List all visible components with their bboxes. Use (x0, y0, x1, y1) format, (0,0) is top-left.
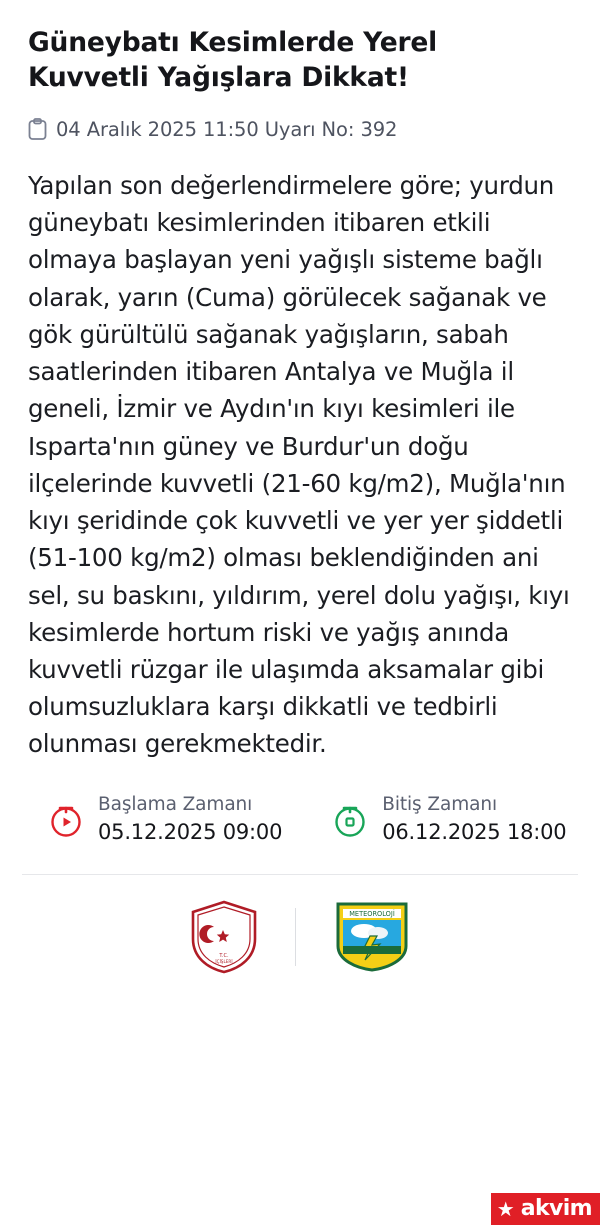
svg-text:METEOROLOJİ: METEOROLOJİ (348, 910, 395, 919)
footer-divider (22, 874, 578, 875)
end-time-block (330, 793, 566, 846)
end-time-label: Bitiş Zamanı (382, 793, 498, 815)
start-time-label: Başlama Zamanı (98, 793, 253, 815)
svg-text:İÇİŞLERİ: İÇİŞLERİ (214, 959, 233, 965)
article-meta (28, 118, 572, 141)
clock-start-icon (46, 798, 86, 840)
start-time-value: 05.12.2025 09:00 (98, 819, 283, 844)
article-body: Yapılan son değerlendirmelere göre; yurdun güneybatı kesimlerinden itibaren etkili olmaya başlayan yeni yağışlı sisteme bağlı olarak, yarın (Cuma) görülecek sağanak ve gök gürültülü sağanak yağışların, sabah saatlerinden itibaren Antalya ve Muğla il geneli, İzmir ve Aydın'ın kıyı kesimleri ile Isparta'nın güney ve Burdur'un doğu ilçelerinde kuvvetli (21-60 kg/m2), Muğla'nın kıyı şeridinde çok kuvvetli ve yer yer şiddetli (51-100 kg/m2) olması beklendiğinden ani sel, su baskını, yıldırım, yerel dolu yağışı, kıyı kesimlerde hortum riski ve yağış anında kuvvetli rüzgar ile ulaşımda aksamalar gibi olumsuzluklara karşı dikkatli ve tedbirli olunması gerekmektedir. (28, 170, 578, 759)
end-time-value: 06.12.2025 18:00 (382, 819, 567, 844)
watermark (491, 1193, 600, 1225)
meteoroloji-logo (330, 900, 414, 974)
article-date: 04 Aralık 2025 11:50 Uyarı No: 392 (56, 117, 398, 141)
logo-separator (295, 908, 296, 966)
watermark-text: akvim (520, 1196, 592, 1221)
start-time-block (46, 793, 282, 846)
svg-text:T.C.: T.C. (218, 953, 229, 960)
clock-end-icon (330, 798, 370, 840)
star-icon: ★ (496, 1197, 515, 1221)
clipboard-icon (28, 118, 47, 140)
turkiye-cumhuriyeti-emblem (187, 899, 261, 975)
footer-logos (0, 899, 600, 975)
warning-times (28, 793, 572, 846)
page-title: Güneybatı Kesimlerde Yerel Kuvvetli Yağışlara Dikkat! (28, 27, 438, 93)
